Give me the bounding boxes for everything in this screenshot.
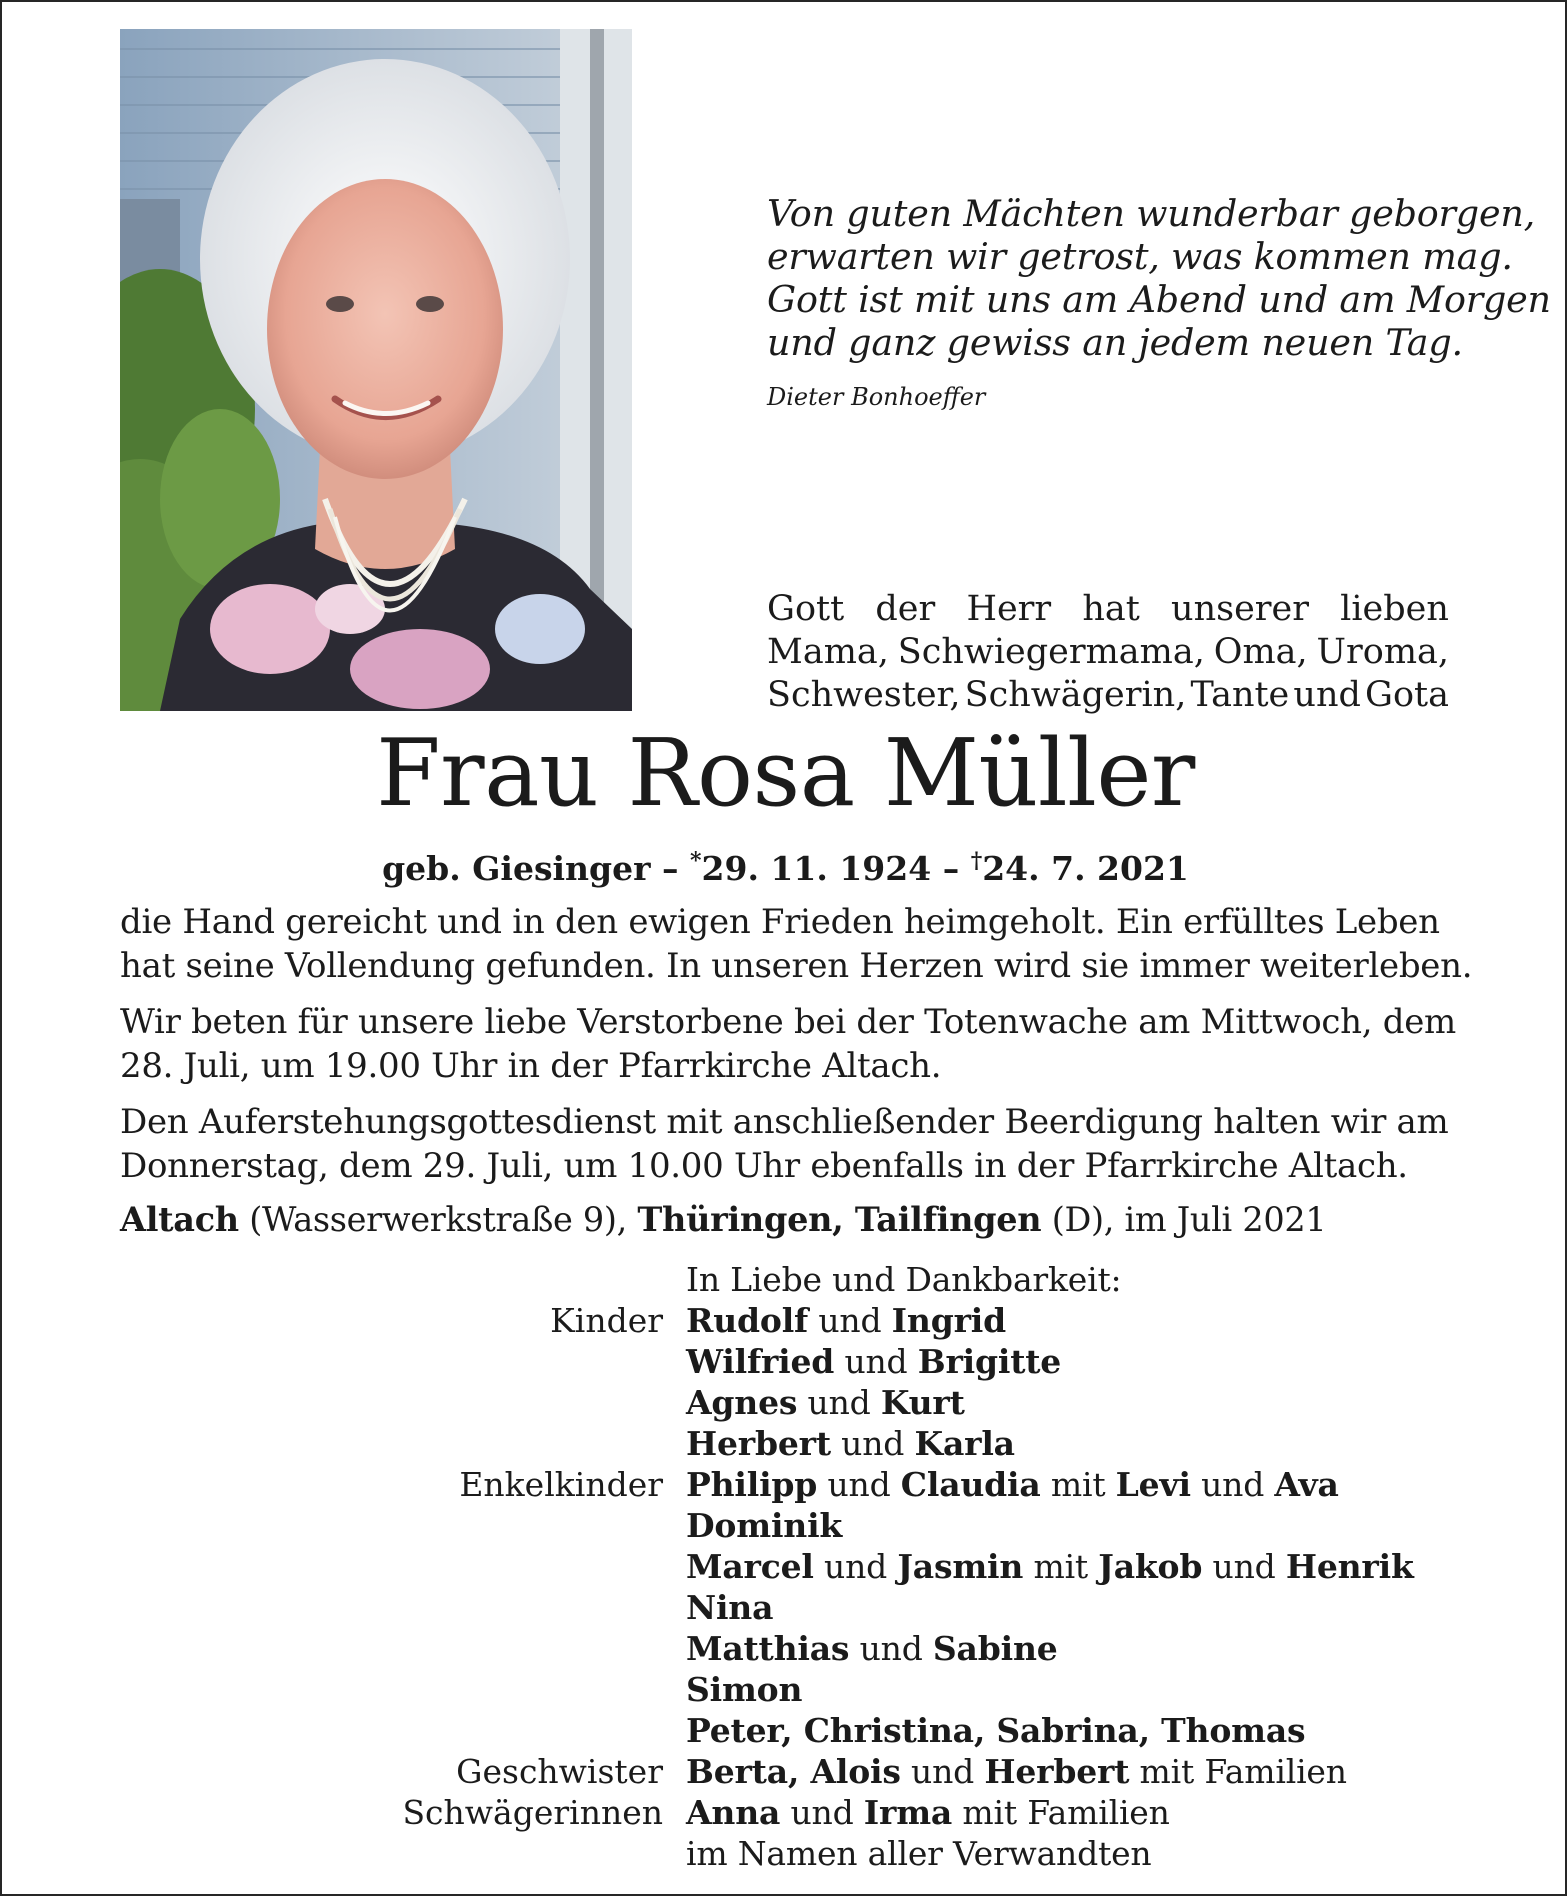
quote-author: Dieter Bonhoeffer	[767, 383, 986, 411]
family-row	[2, 1423, 1567, 1464]
family-list	[2, 1259, 1567, 1874]
dash: –	[662, 849, 679, 888]
connector-text: mit	[1040, 1465, 1116, 1504]
connector-text: und	[900, 1752, 985, 1791]
family-names	[686, 1751, 1347, 1792]
family-row	[2, 1669, 1567, 1710]
family-row	[2, 1833, 1567, 1874]
family-names	[686, 1300, 1006, 1341]
relative-name: Claudia	[900, 1465, 1041, 1504]
paragraph-line: 28. Juli, um 19.00 Uhr in der Pfarrkirche Altach.	[120, 1046, 942, 1086]
paragraph-line: Donnerstag, dem 29. Juli, um 10.00 Uhr ebenfalls in der Pfarrkirche Altach.	[120, 1146, 1408, 1186]
intro-word: der	[875, 589, 936, 629]
deceased-name: Frau Rosa Müller	[376, 719, 1195, 827]
connector-text: im Namen aller Verwandten	[686, 1834, 1152, 1873]
family-role-label: Enkelkinder	[459, 1465, 663, 1504]
family-names	[686, 1464, 1339, 1505]
relative-name: Simon	[686, 1670, 803, 1709]
life-dates	[2, 839, 1567, 891]
intro-word: hat	[1082, 589, 1140, 629]
intro-word: Oma,	[1213, 632, 1308, 672]
relative-name: Ingrid	[891, 1301, 1006, 1340]
family-row	[2, 1505, 1567, 1546]
relative-name: Irma	[863, 1793, 953, 1832]
paragraph-line: hat seine Vollendung gefunden. In unseren Herzen wird sie immer weiterleben.	[120, 946, 1473, 986]
quote-line: Gott ist mit uns am Abend und am Morgen	[767, 278, 1551, 321]
relative-name: Nina	[686, 1588, 774, 1627]
portrait-photo	[120, 29, 632, 711]
intro-word: lieben	[1340, 589, 1449, 629]
connector-text: mit	[1023, 1547, 1099, 1586]
relative-name: Anna	[686, 1793, 781, 1832]
connector-text: mit Familien	[1129, 1752, 1347, 1791]
relative-name: Herbert	[686, 1424, 831, 1463]
family-row	[2, 1382, 1567, 1423]
paragraph-line: die Hand gereicht und in den ewigen Frieden heimgeholt. Ein erfülltes Leben	[120, 902, 1440, 942]
family-row	[2, 1628, 1567, 1669]
death-date: 24. 7. 2021	[982, 849, 1189, 888]
intro-word: Uroma,	[1316, 632, 1449, 672]
connector-text: und	[1190, 1465, 1275, 1504]
relative-name: Jasmin	[897, 1547, 1024, 1586]
family-row	[2, 1464, 1567, 1505]
connector-text: und	[808, 1301, 892, 1340]
relative-name: Jakob	[1098, 1547, 1203, 1586]
intro-word: Schwiegermama,	[897, 632, 1205, 672]
family-names	[686, 1587, 773, 1628]
intro-word: Gota	[1365, 675, 1449, 715]
relative-name: Peter, Christina, Sabrina, Thomas	[686, 1711, 1306, 1750]
relative-name: Berta, Alois	[686, 1752, 901, 1791]
relative-name: Henrik	[1285, 1547, 1414, 1586]
family-row	[2, 1587, 1567, 1628]
family-names	[686, 1628, 1058, 1669]
birth-symbol: *	[690, 848, 702, 874]
intro-line	[767, 588, 1449, 631]
family-names	[686, 1669, 802, 1710]
intro-word: Tante	[1190, 675, 1290, 715]
family-names	[686, 1423, 1015, 1464]
quote-line: und ganz gewiss an jedem neuen Tag.	[767, 321, 1463, 364]
family-names	[686, 1382, 965, 1423]
relative-name: Dominik	[686, 1506, 843, 1545]
intro-text	[767, 588, 1449, 717]
relative-name: Marcel	[686, 1547, 814, 1586]
intro-word: Schwester,	[767, 675, 961, 715]
connector-text: und	[780, 1793, 864, 1832]
intro-line	[767, 674, 1449, 717]
connector-text: und	[1202, 1547, 1286, 1586]
intro-line	[767, 631, 1449, 674]
family-row	[2, 1341, 1567, 1382]
relative-name: Sabine	[932, 1629, 1058, 1668]
connector-text: und	[849, 1629, 933, 1668]
paragraph-line: Den Auferstehungsgottesdienst mit anschließender Beerdigung halten wir am	[120, 1102, 1449, 1142]
family-heading-row	[2, 1259, 1567, 1300]
connector-text: und	[817, 1465, 901, 1504]
intro-word: Gott	[767, 589, 845, 629]
relative-name: Kurt	[880, 1383, 965, 1422]
family-role-label: Kinder	[550, 1301, 663, 1340]
relative-name: Ava	[1274, 1465, 1339, 1504]
relative-name: Agnes	[686, 1383, 798, 1422]
relative-name: Herbert	[984, 1752, 1130, 1791]
connector-text: und	[797, 1383, 881, 1422]
quote-line: erwarten wir getrost, was kommen mag.	[767, 235, 1513, 278]
paragraph	[120, 1100, 1450, 1188]
death-symbol: †	[970, 848, 983, 874]
connector-text: und	[834, 1342, 918, 1381]
relative-name: Karla	[914, 1424, 1015, 1463]
relative-name: Levi	[1115, 1465, 1191, 1504]
connector-text: und	[813, 1547, 898, 1586]
paragraph	[120, 1000, 1456, 1088]
paragraph	[120, 900, 1473, 988]
bible-quote	[767, 192, 1551, 411]
quote-line: Von guten Mächten wunderbar geborgen,	[767, 192, 1536, 235]
family-row	[2, 1710, 1567, 1751]
paragraph-line: Wir beten für unsere liebe Verstorbene bei der Totenwache am Mittwoch, dem	[120, 1002, 1456, 1042]
connector-text: mit Familien	[952, 1793, 1170, 1832]
relative-name: Brigitte	[917, 1342, 1062, 1381]
intro-word: Herr	[966, 589, 1052, 629]
relative-name: Matthias	[686, 1629, 850, 1668]
family-names	[686, 1546, 1414, 1587]
relative-name: Wilfried	[686, 1342, 835, 1381]
connector-text: und	[830, 1424, 915, 1463]
place-address: (Wasserwerkstraße 9),	[238, 1200, 638, 1239]
family-row	[2, 1792, 1567, 1833]
family-row	[2, 1300, 1567, 1341]
family-heading: In Liebe und Dankbarkeit:	[686, 1260, 1122, 1299]
place-town: Altach	[120, 1200, 239, 1239]
dash: –	[942, 849, 960, 888]
family-role-label: Geschwister	[456, 1752, 663, 1791]
intro-word: und	[1293, 675, 1361, 715]
family-row	[2, 1751, 1567, 1792]
relative-name: Philipp	[686, 1465, 818, 1504]
place-country-date: (D), im Juli 2021	[1041, 1200, 1327, 1239]
place-towns: Thüringen, Tailfingen	[637, 1200, 1042, 1239]
family-role-label: Schwägerinnen	[402, 1793, 663, 1832]
family-names	[686, 1341, 1061, 1382]
family-names	[686, 1505, 842, 1546]
birth-date: 29. 11. 1924	[701, 849, 932, 888]
place-date-line	[120, 1198, 1450, 1242]
intro-word: Schwägerin,	[964, 675, 1187, 715]
family-names	[686, 1792, 1170, 1833]
family-row	[2, 1546, 1567, 1587]
relative-name: Rudolf	[686, 1301, 809, 1340]
intro-word: Mama,	[767, 632, 889, 672]
family-names	[686, 1833, 1151, 1874]
family-names	[686, 1710, 1305, 1751]
obituary-body	[120, 900, 1473, 1200]
maiden-name: geb. Giesinger	[382, 849, 651, 888]
intro-word: unserer	[1171, 589, 1309, 629]
